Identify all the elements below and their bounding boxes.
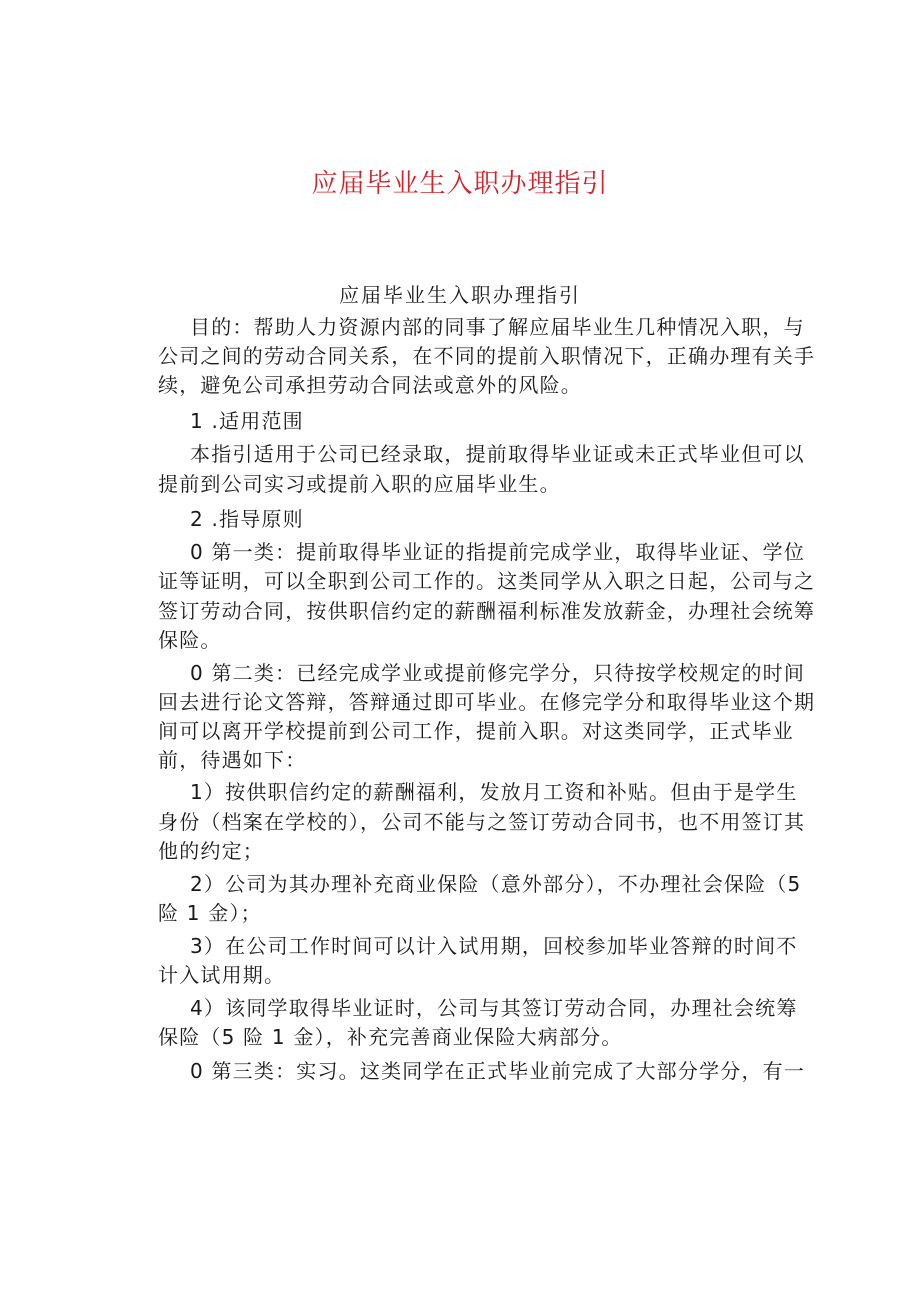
item4-line-2: 保险（5 险 1 金），补充完善商业保险大病部分。 (158, 1025, 623, 1049)
item4-line-1: 4）该同学取得毕业证时，公司与其签订劳动合同，办理社会统筹 (190, 996, 798, 1020)
type1-line-2: 证等证明，可以全职到公司工作的。这类同学从入职之日起，公司与之 (158, 569, 816, 593)
scope-line-2: 提前到公司实习或提前入职的应届毕业生。 (158, 472, 561, 496)
type1-line-1: 0 第一类：提前取得毕业证的指提前完成学业，取得毕业证、学位 (190, 540, 806, 564)
type2-line-2: 回去进行论文答辩，答辩通过即可毕业。在修完学分和取得毕业这个期 (158, 690, 816, 714)
type2-line-1: 0 第二类：已经完成学业或提前修完学分，只待按学校规定的时间 (190, 661, 806, 685)
purpose-line-2: 公司之间的劳动合同关系，在不同的提前入职情况下，正确办理有关手 (158, 344, 816, 368)
item1-line-1: 1）按供职信约定的薪酬福利，发放月工资和补贴。但由于是学生 (190, 780, 798, 804)
item2-line-1: 2）公司为其办理补充商业保险（意外部分），不办理社会保险（5 (190, 872, 802, 896)
purpose-line-3: 续，避免公司承担劳动合同法或意外的风险。 (158, 373, 582, 397)
item3-line-1: 3）在公司工作时间可以计入试用期，回校参加毕业答辩的时间不 (190, 934, 798, 958)
item1-line-2: 身份（档案在学校的），公司不能与之签订劳动合同书，也不用签订其 (158, 810, 806, 834)
type2-line-3: 间可以离开学校提前到公司工作，提前入职。对这类同学，正式毕业 (158, 719, 794, 743)
section-heading-scope: 1 .适用范围 (190, 409, 304, 433)
document-title: 应届毕业生入职办理指引 (311, 169, 609, 199)
scope-line-1: 本指引适用于公司已经录取，提前取得毕业证或未正式毕业但可以 (190, 442, 805, 466)
type3-line-1: 0 第三类：实习。这类同学在正式毕业前完成了大部分学分，有一 (190, 1059, 806, 1083)
type1-line-4: 保险。 (158, 628, 222, 652)
purpose-line-1: 目的：帮助人力资源内部的同事了解应届毕业生几种情况入职，与 (190, 315, 805, 339)
document-subtitle: 应届毕业生入职办理指引 (339, 283, 581, 307)
type1-line-3: 签订劳动合同，按供职信约定的薪酬福利标准发放薪金，办理社会统筹 (158, 599, 816, 623)
section-heading-principles: 2 .指导原则 (190, 507, 304, 531)
type2-line-4: 前，待遇如下： (158, 748, 307, 772)
item3-line-2: 计入试用期。 (158, 963, 286, 987)
item2-line-2: 险 1 金）； (158, 901, 262, 925)
item1-line-3: 他的约定； (158, 839, 264, 863)
